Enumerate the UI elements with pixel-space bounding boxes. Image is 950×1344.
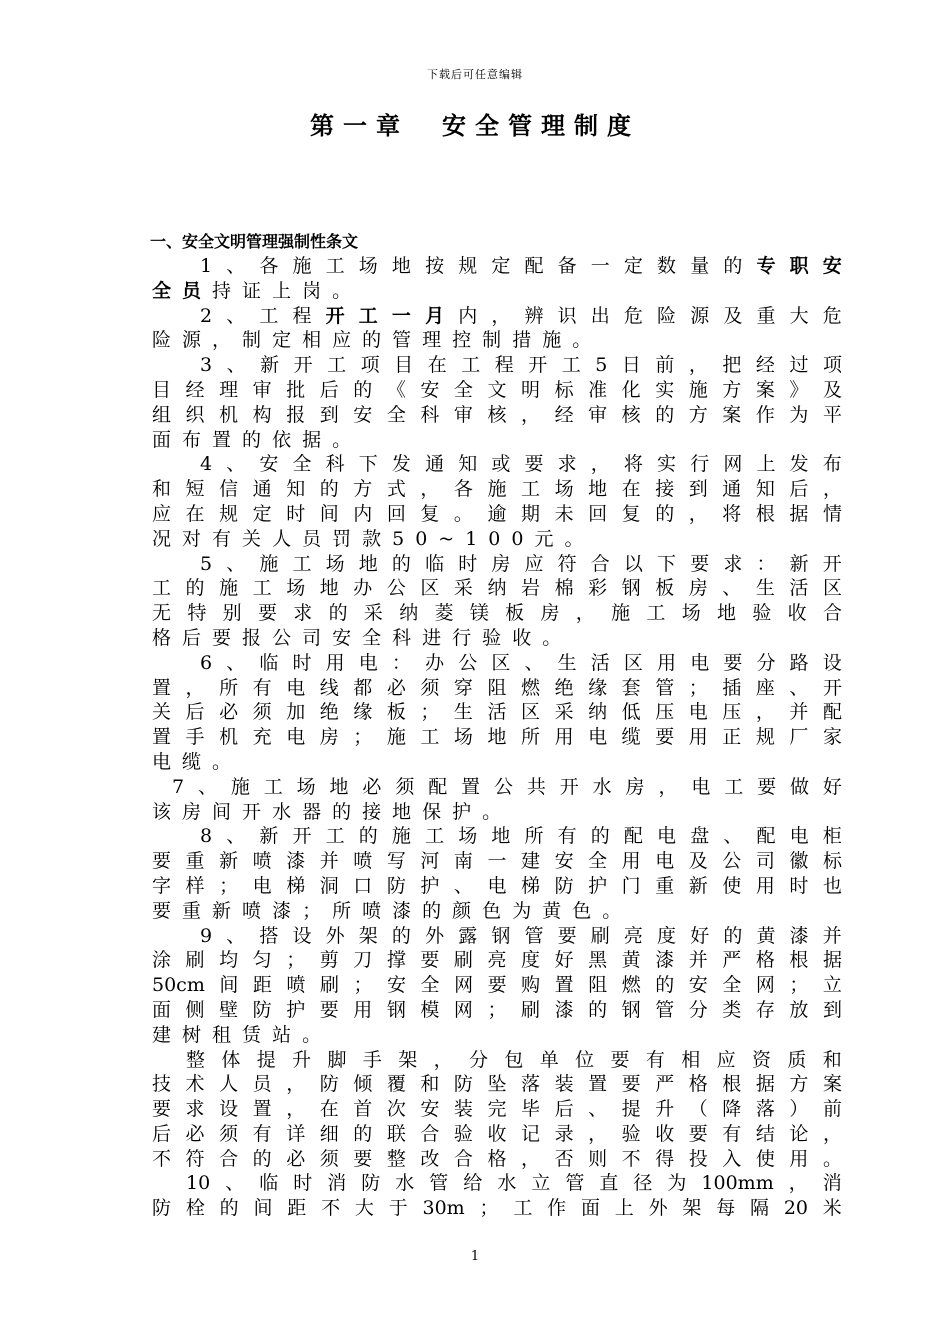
body-line: 电 缆 。 [152, 750, 243, 773]
page-number: 1 [470, 1249, 480, 1264]
page-header: 下载后可任意编辑 [427, 68, 523, 81]
body-line: 10 、 临 时 消 防 水 管 给 水 立 管 直 径 为 100mm ， 消 [186, 1172, 842, 1195]
chapter-title: 第一章 安全管理制度 [310, 111, 640, 140]
body-line: 50cm 间 距 喷 刷 ； 安 全 网 要 购 置 阻 燃 的 安 全 网 ； 立 [152, 974, 842, 997]
body-line: 置 ， 所 有 电 线 都 必 须 穿 阻 燃 绝 缘 套 管 ； 插 座 、 开 [152, 676, 842, 699]
body-text [152, 254, 842, 1221]
body-line: 该 房 间 开 水 器 的 接 地 保 护 。 [152, 800, 513, 823]
body-line: 和 短 信 通 知 的 方 式 ， 各 施 工 场 地 在 接 到 通 知 后 ， [152, 478, 842, 501]
body-line: 组 织 机 构 报 到 安 全 科 审 核 ， 经 审 核 的 方 案 作 为 平 [152, 403, 842, 426]
body-line: 8 、 新 开 工 的 施 工 场 地 所 有 的 配 电 盘 、 配 电 柜 [200, 825, 842, 848]
body-line: 9 、 搭 设 外 架 的 外 露 钢 管 要 刷 亮 度 好 的 黄 漆 并 [200, 924, 842, 947]
body-line: 工 的 施 工 场 地 办 公 区 采 纳 岩 棉 彩 钢 板 房 、 生 活 区 [152, 577, 842, 600]
body-line: 5 、 施 工 场 地 的 临 时 房 应 符 合 以 下 要 求 ： 新 开 [200, 552, 842, 575]
body-line: 无 特 别 要 求 的 采 纳 菱 镁 板 房 ， 施 工 场 地 验 收 合 [152, 602, 842, 625]
body-line: 2 、 工 程 开 工 一 月 内 ， 辨 识 出 危 险 源 及 重 大 危 [200, 304, 842, 327]
body-line: 关 后 必 须 加 绝 缘 板 ； 生 活 区 采 纳 低 压 电 压 ， 并 配 [152, 701, 842, 724]
body-line: 涂 刷 均 匀 ； 剪 刀 撑 要 刷 亮 度 好 黑 黄 漆 并 严 格 根 据 [152, 949, 842, 972]
body-line: 字 样 ； 电 梯 洞 口 防 护 、 电 梯 防 护 门 重 新 使 用 时 也 [152, 874, 842, 897]
body-line: 不 符 合 的 必 须 要 整 改 合 格 ， 否 则 不 得 投 入 使 用 。 [152, 1147, 842, 1170]
body-line: 4 、 安 全 科 下 发 通 知 或 要 求 ， 将 实 行 网 上 发 布 [200, 453, 842, 476]
body-line: 后 必 须 有 详 细 的 联 合 验 收 记 录 ， 验 收 要 有 结 论 ， [152, 1122, 842, 1145]
body-line: 要 求 设 置 ， 在 首 次 安 装 完 毕 后 、 提 升 （ 降 落 ） 前 [152, 1098, 842, 1121]
body-line: 置 手 机 充 电 房 ； 施 工 场 地 所 用 电 缆 要 用 正 规 厂 家 [152, 726, 842, 749]
body-line: 整 体 提 升 脚 手 架 ， 分 包 单 位 要 有 相 应 资 质 和 [186, 1048, 842, 1071]
body-line: 应 在 规 定 时 间 内 回 复 。 逾 期 未 回 复 的 ， 将 根 据 情 [152, 502, 842, 525]
body-line: 面 侧 壁 防 护 要 用 钢 模 网 ； 刷 漆 的 钢 管 分 类 存 放 到 [152, 998, 842, 1021]
body-line: 1 、 各 施 工 场 地 按 规 定 配 备 一 定 数 量 的 专 职 安 [200, 255, 842, 277]
body-line: 建 树 租 赁 站 。 [152, 1023, 333, 1046]
body-line: 3 、 新 开 工 项 目 在 工 程 开 工 5 日 前 ， 把 经 过 项 [200, 354, 842, 377]
body-line: 目 经 理 审 批 后 的 《 安 全 文 明 标 准 化 实 施 方 案 》 及 [152, 378, 842, 401]
body-line: 技 术 人 员 ， 防 倾 覆 和 防 坠 落 装 置 要 严 格 根 据 方 案 [152, 1073, 842, 1096]
body-line: 面 布 置 的 依 据 。 [152, 428, 363, 451]
body-line: 要 重 新 喷 漆 ； 所 喷 漆 的 颜 色 为 黄 色 。 [152, 899, 633, 922]
body-line: 况 对 有 关 人 员 罚 款 50~100 元 。 [152, 527, 595, 550]
body-line: 格 后 要 报 公 司 安 全 科 进 行 验 收 。 [152, 626, 573, 649]
body-line: 险 源 ， 制 定 相 应 的 管 理 控 制 措 施 。 [152, 329, 603, 352]
body-line: 要 重 新 喷 漆 并 喷 写 河 南 一 建 安 全 用 电 及 公 司 徽 标 [152, 850, 842, 873]
section-heading: 一、安全文明管理强制性条文 [150, 232, 359, 251]
body-line: 防 栓 的 间 距 不 大 于 30m ； 工 作 面 上 外 架 每 隔 20 米 [152, 1197, 842, 1220]
body-line: 7 、 施 工 场 地 必 须 配 置 公 共 开 水 房 ， 电 工 要 做 好 [172, 775, 842, 798]
body-line: 6 、 临 时 用 电 ： 办 公 区 、 生 活 区 用 电 要 分 路 设 [200, 651, 842, 674]
body-line: 全 员 持 证 上 岗 。 [152, 279, 363, 302]
